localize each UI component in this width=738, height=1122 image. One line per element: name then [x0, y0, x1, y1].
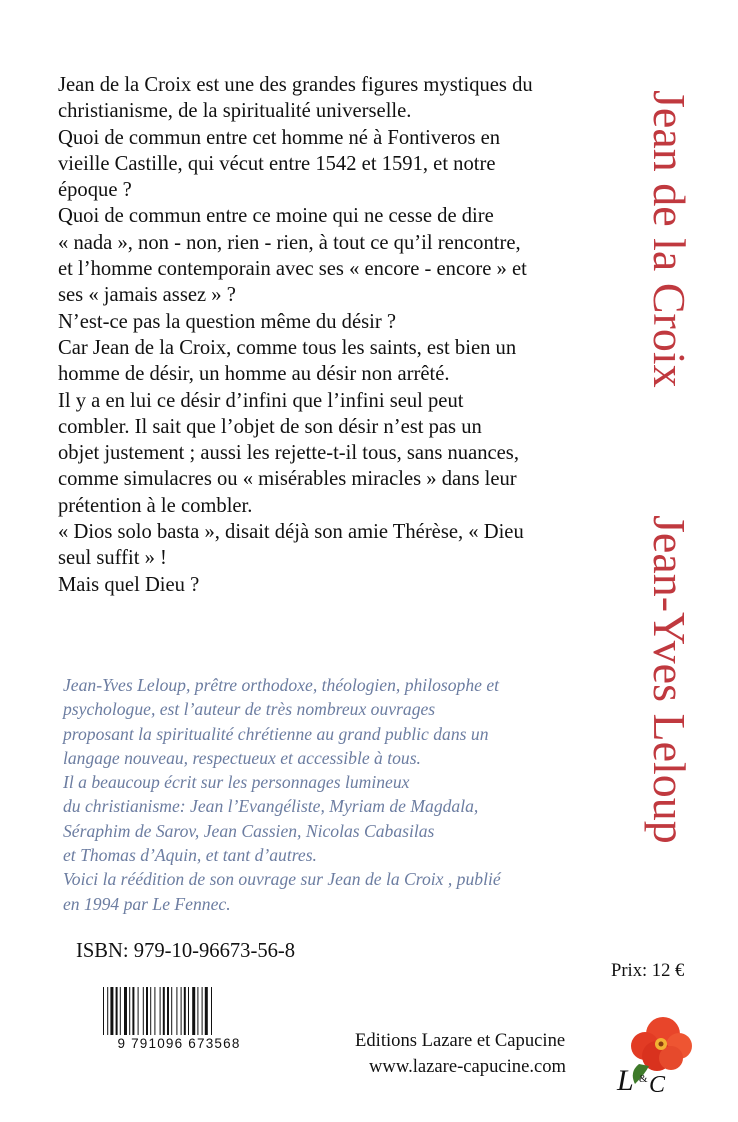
summary-line: N’est-ce pas la question même du désir ? — [58, 310, 396, 333]
publisher-name: Editions Lazare et Capucine — [355, 1030, 566, 1051]
summary-line: ses « jamais assez » ? — [58, 284, 236, 307]
summary-line: Quoi de commun entre ce moine qui ne cesse de dire — [58, 205, 494, 228]
summary-line: époque ? — [58, 179, 132, 202]
summary-line: Jean de la Croix est une des grandes figures mystiques du — [58, 74, 533, 96]
summary-line: vieille Castille, qui vécut entre 1542 et 1591, et notre — [58, 152, 496, 175]
bio-line: du christianisme: Jean l’Evangéliste, Myriam de Magdala, — [63, 796, 479, 817]
summary-line: christianisme, de la spiritualité universelle. — [58, 100, 412, 123]
summary-line: Car Jean de la Croix, comme tous les saints, est bien un — [58, 336, 517, 359]
price-label: Prix: 12 € — [611, 960, 685, 981]
summary-line: comme simulacres ou « misérables miracles » dans leur — [58, 468, 517, 491]
summary-line: combler. Il sait que l’objet de son désir n’est pas un — [58, 415, 482, 438]
summary-line: « Dios solo basta », disait déjà son amie Thérèse, « Dieu — [58, 521, 524, 544]
summary-line: homme de désir, un homme au désir non arrêté. — [58, 363, 450, 386]
svg-text:&: & — [639, 1073, 648, 1085]
bio-line: Il a beaucoup écrit sur les personnages lumineux — [63, 772, 410, 793]
author-bio — [63, 673, 603, 916]
summary-line: objet justement ; aussi les rejette-t-il tous, sans nuances, — [58, 442, 519, 465]
publisher-block — [355, 1028, 566, 1080]
summary-line: Quoi de commun entre cet homme né à Fontiveros en — [58, 126, 501, 149]
summary-line: Il y a en lui ce désir d’infini que l’infini seul peut — [58, 389, 464, 412]
bio-line: et Thomas d’Aquin, et tant d’autres. — [63, 845, 317, 866]
barcode-number: 9 791096 673568 — [117, 1036, 241, 1051]
book-title: Jean de la Croix — [644, 90, 695, 388]
bio-line: langage nouveau, respectueux et accessible à tous. — [63, 747, 421, 768]
barcode — [93, 985, 263, 1053]
bio-line: Jean-Yves Leloup, prêtre orthodoxe, théologien, philosophe et — [63, 675, 500, 695]
summary-line: seul suffit » ! — [58, 547, 167, 570]
publisher-website: www.lazare-capucine.com — [369, 1056, 567, 1077]
bio-line: Voici la réédition de son ouvrage sur Jean de la Croix , publié — [63, 869, 501, 890]
publisher-logo — [609, 1012, 701, 1096]
isbn-label: ISBN: 979-10-96673-56-8 — [76, 940, 296, 962]
summary-line: Mais quel Dieu ? — [58, 573, 200, 596]
bio-line: Séraphim de Sarov, Jean Cassien, Nicolas Cabasilas — [63, 820, 435, 841]
author-name: Jean-Yves Leloup — [644, 515, 695, 844]
summary-line: et l’homme contemporain avec ses « encore - encore » et — [58, 258, 527, 281]
summary-line: « nada », non - non, rien - rien, à tout ce qu’il rencontre, — [58, 231, 521, 254]
bio-line: psychologue, est l’auteur de très nombreux ouvrages — [63, 699, 436, 720]
back-cover-summary — [58, 72, 598, 598]
bio-line: en 1994 par Le Fennec. — [63, 893, 231, 914]
logo-monogram: L — [617, 1064, 634, 1096]
bio-line: proposant la spiritualité chrétienne au grand public dans un — [63, 723, 489, 744]
summary-line: prétention à le combler. — [58, 494, 253, 517]
spine-titles — [644, 90, 694, 910]
svg-text:C: C — [649, 1072, 666, 1096]
